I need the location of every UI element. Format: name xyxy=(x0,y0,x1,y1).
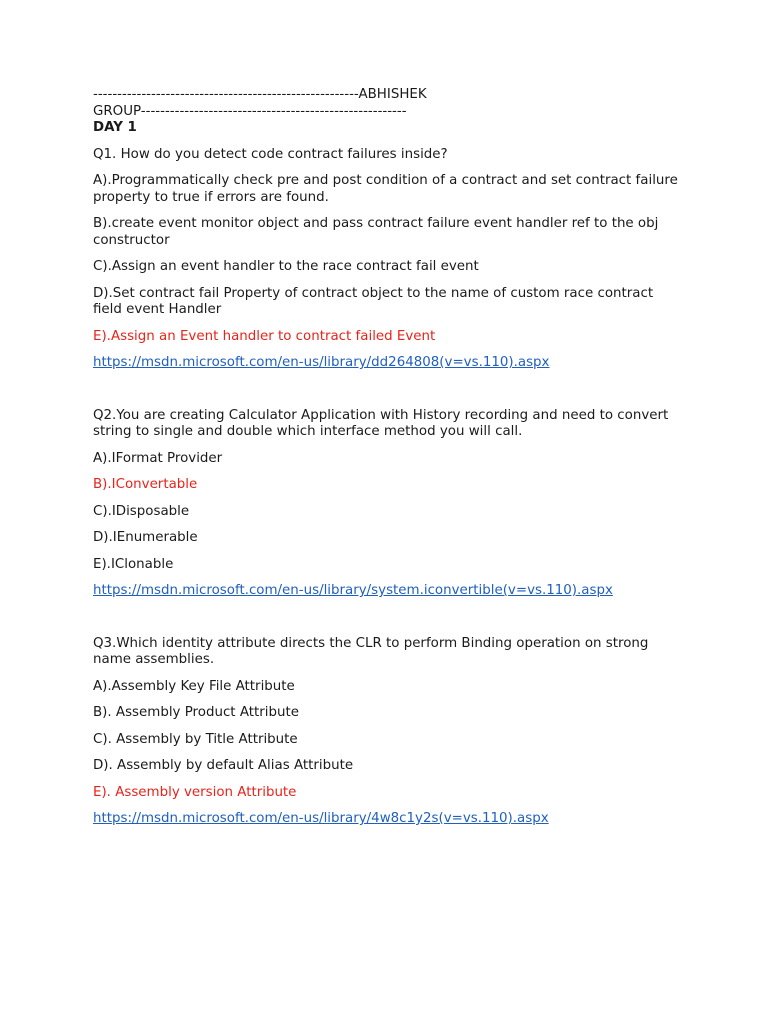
option-a: A).IFormat Provider xyxy=(93,450,223,466)
reference-link[interactable]: https://msdn.microsoft.com/en-us/library/system.iconvertible(v=vs.110).aspx xyxy=(93,583,613,598)
question-text: Q2.You are creating Calculator Application with History recording and need to convert string to single and double which interface method you will call. xyxy=(93,407,669,439)
spacer xyxy=(93,610,678,636)
question-block-3 xyxy=(93,636,678,828)
reference-link[interactable]: https://msdn.microsoft.com/en-us/library/4w8c1y2s(v=vs.110).aspx xyxy=(93,811,549,826)
option-b-correct: B).IConvertable xyxy=(93,477,198,492)
option-e-correct: E). Assembly version Attribute xyxy=(93,784,297,800)
option-c: C).Assign an event handler to the race contract fail event xyxy=(93,259,479,274)
reference-link[interactable]: https://msdn.microsoft.com/en-us/library/dd264808(v=vs.110).aspx xyxy=(93,355,550,370)
option-d: D).Set contract fail Property of contract object to the name of custom race contract field event Handler xyxy=(93,285,654,317)
question-text: Q1. How do you detect code contract failures inside? xyxy=(93,146,448,162)
option-a: A).Assembly Key File Attribute xyxy=(93,678,295,694)
option-a: A).Programmatically check pre and post condition of a contract and set contract failure property to true if errors are found. xyxy=(93,173,678,205)
option-d: D).IEnumerable xyxy=(93,530,198,545)
option-c: C).IDisposable xyxy=(93,503,190,519)
option-b: B). Assembly Product Attribute xyxy=(93,705,299,720)
spacer xyxy=(93,382,678,408)
question-block-1 xyxy=(93,147,678,372)
option-c: C). Assembly by Title Attribute xyxy=(93,731,298,747)
option-b: B).create event monitor object and pass contract failure event handler ref to the obj constructor xyxy=(93,216,659,248)
header-line-1: -------------------------------------------------------ABHISHEK xyxy=(93,87,427,102)
option-e: E).IClonable xyxy=(93,556,174,572)
option-e-correct: E).Assign an Event handler to contract failed Event xyxy=(93,328,436,344)
header-line-2: GROUP------------------------------------------------------- xyxy=(93,103,407,119)
document-page xyxy=(93,87,678,838)
question-text: Q3.Which identity attribute directs the CLR to perform Binding operation on strong name assemblies. xyxy=(93,635,649,667)
question-block-2 xyxy=(93,408,678,600)
day-label: DAY 1 xyxy=(93,120,137,135)
option-d: D). Assembly by default Alias Attribute xyxy=(93,758,354,773)
